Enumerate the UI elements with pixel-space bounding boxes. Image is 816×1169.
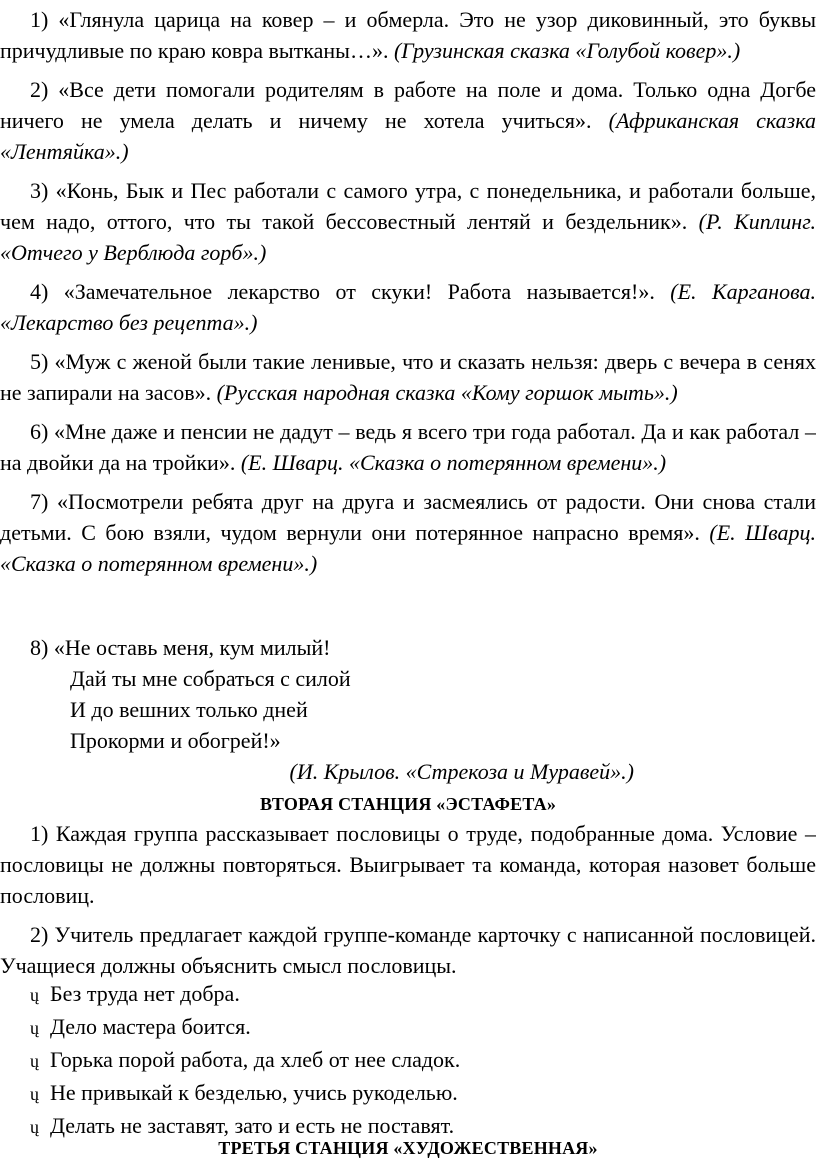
quote-text: 6) «Мне даже и пенсии не дадут – ведь я всего три года работал. Да и как работал – на двойки да на тройки». [0,419,816,475]
quote-3 [0,175,816,268]
list-item [30,1011,816,1044]
quote-text: 2) «Все дети помогали родителям в работе на поле и дома. Только одна Догбе ничего не умела делать и ничему не хотела учиться». [0,77,816,133]
task-1: 1) Каждая группа рассказывает пословицы о труде, подобранные дома. Условие – пословицы не должны повторяться. Выигрывает та команда, которая назовет больше пословиц. [0,821,816,908]
quote-5 [0,346,816,408]
proverb-text: Без труда нет добра. [50,981,240,1006]
quote-source: (Грузинская сказка «Голубой ковер».) [393,38,741,63]
poem-line: И до вешних только дней [70,697,308,722]
proverb-text: Дело мастера боится. [50,1014,251,1039]
quote-source: (Е. Шварц. «Сказка о потерянном времени».) [240,450,667,475]
quote-1 [0,4,816,66]
quote-source: (Русская народная сказка «Кому горшок мыть».) [216,380,678,405]
quote-4 [0,276,816,338]
poem-source: (И. Крылов. «Стрекоза и Муравей».) [289,759,634,784]
quote-text: 1) «Глянула царица на ковер – и обмерла. Это не узор диковинный, это буквы причудливые по краю ковра вытканы…». [0,7,816,63]
proverb-text: Не привыкай к безделью, учись рукоделью. [50,1080,458,1105]
quote-source: (Е. Шварц. «Сказка о потерянном времени».) [0,520,816,576]
poem [0,632,816,787]
bullet-icon: ų [30,1117,39,1137]
bullet-icon: ų [30,1084,39,1104]
list-item [30,978,816,1011]
quote-7 [0,486,816,579]
quote-text: 4) «Замечательное лекарство от скуки! Работа называется!». [30,279,655,304]
quote-text: 3) «Конь, Бык и Пес работали с самого утра, с понедельника, и работали больше, чем надо, оттого, что ты такой бессовестный лентяй и бездельник». [0,178,816,234]
bullet-icon: ų [30,985,39,1005]
bullet-icon: ų [30,1051,39,1071]
poem-line: Дай ты мне собраться с силой [70,666,351,691]
bullet-icon: ų [30,1018,39,1038]
list-item [30,1044,816,1077]
proverb-text: Горька порой работа, да хлеб от нее сладок. [50,1047,461,1072]
proverb-list [0,978,816,1143]
proverb-text: Делать не заставят, зато и есть не поставят. [50,1113,455,1138]
quote-list [0,4,816,587]
quote-2 [0,74,816,167]
quote-text: 5) «Муж с женой были такие ленивые, что и сказать нельзя: дверь с вечера в сенях не запирали на засов». [0,349,816,405]
station-2-heading: ВТОРАЯ СТАНЦИЯ «ЭСТАФЕТА» [259,794,557,814]
quote-source: (Е. Карганова. «Лекарство без рецепта».) [0,279,816,335]
poem-line: Прокорми и обогрей!» [70,728,281,753]
quote-source: (Р. Киплинг. «Отчего у Верблюда горб».) [0,209,816,265]
list-item [30,1077,816,1110]
station-3-heading: ТРЕТЬЯ СТАНЦИЯ «ХУДОЖЕСТВЕННАЯ» [218,1138,598,1158]
quote-text: 7) «Посмотрели ребята друг на друга и засмеялись от радости. Они снова стали детьми. С бою взяли, чудом вернули они потерянное напрасно время». [0,489,816,545]
quote-source: (Африканская сказка «Лентяйка».) [0,108,816,164]
station-2-tasks [0,818,816,989]
task-2: 2) Учитель предлагает каждой группе-команде карточку с написанной пословицей. Учащиеся должны объяснить смысл пословицы. [0,922,816,978]
quote-6 [0,416,816,478]
poem-line: 8) «Не оставь меня, кум милый! [30,635,331,660]
